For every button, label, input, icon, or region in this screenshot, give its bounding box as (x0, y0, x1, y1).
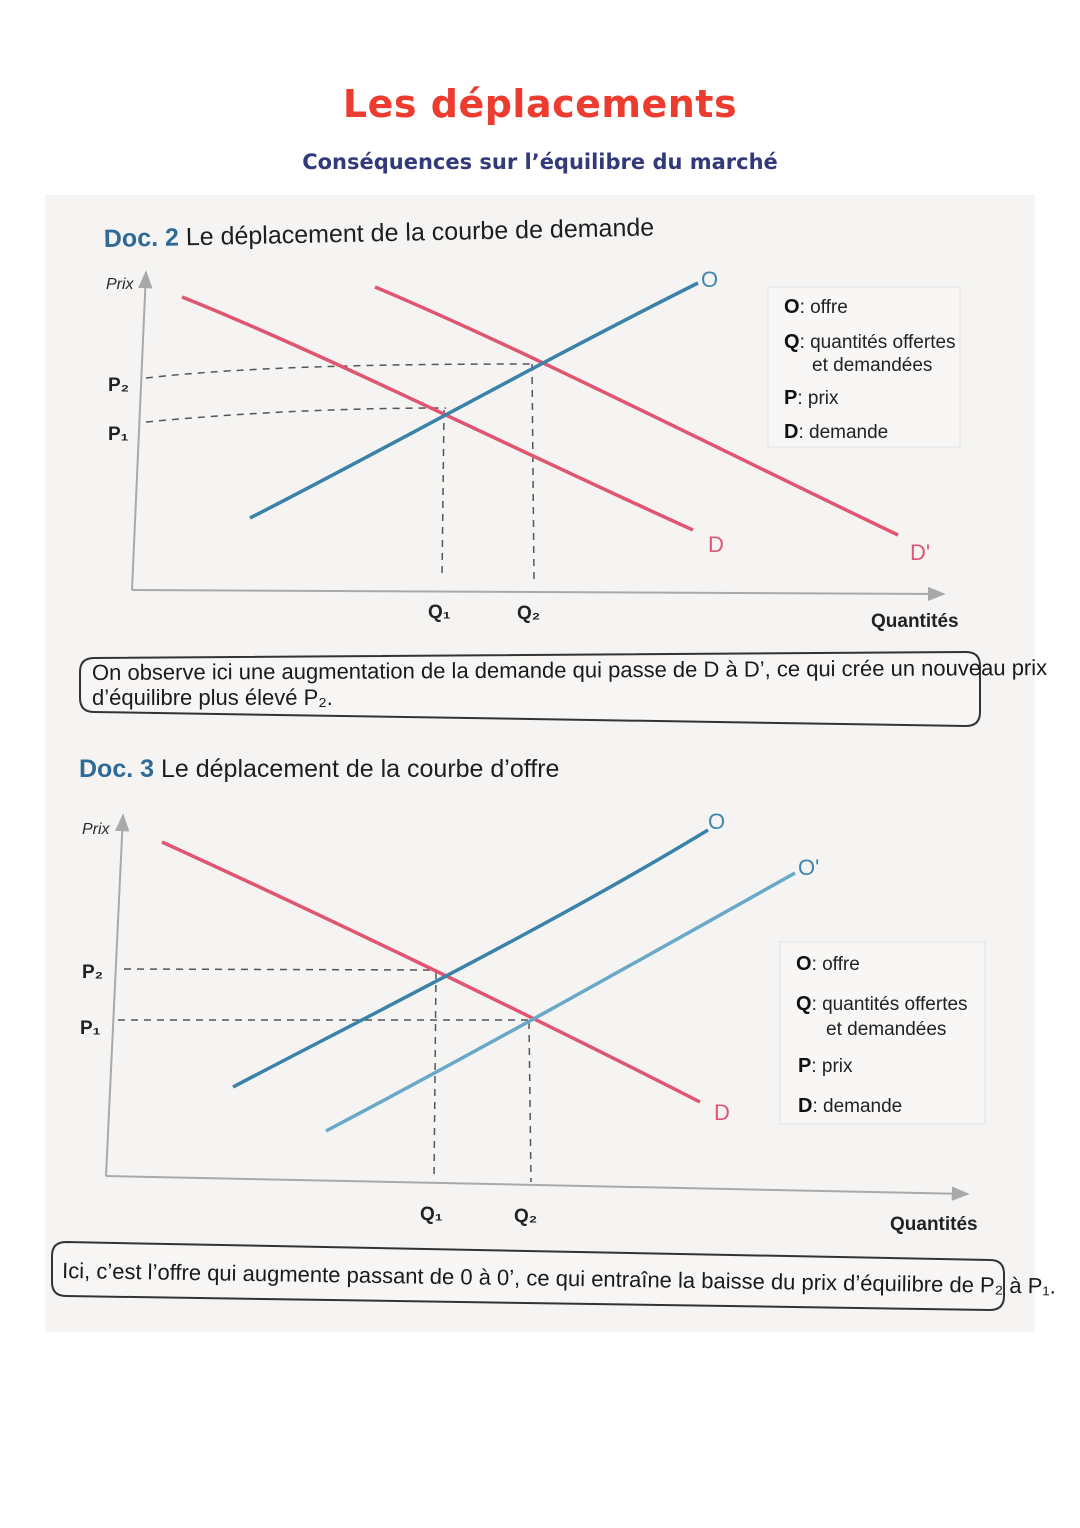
svg-text:d’équilibre plus élevé P₂.: d’équilibre plus élevé P₂. (92, 685, 333, 710)
svg-text:P: prix: P: prix (784, 387, 839, 409)
doc2-x-axis (132, 590, 944, 594)
svg-text:et demandées: et demandées (812, 355, 933, 376)
doc2-supply-curve-o (250, 283, 698, 518)
doc3-tick-q2: Q₂ (514, 1206, 538, 1227)
doc3-x-axis-label: Quantités (890, 1214, 978, 1235)
doc3-tick-q1: Q₁ (420, 1204, 443, 1225)
doc2-tick-p2: P₂ (108, 375, 130, 396)
svg-text:Q: quantités offertes: Q: quantités offertes (796, 993, 968, 1015)
page-subtitle: Conséquences sur l’équilibre du marché (302, 150, 778, 174)
doc2-label-d: D (708, 532, 724, 557)
svg-text:O: offre: O: offre (796, 953, 860, 975)
svg-text:D: demande: D: demande (798, 1095, 903, 1117)
doc3-tick-p2: P₂ (82, 962, 104, 983)
doc2-x-axis-label: Quantités (871, 611, 959, 632)
doc3-legend (780, 942, 985, 1124)
doc2-q1-guide (442, 410, 444, 578)
doc2-y-axis-label: Prix (106, 276, 134, 293)
svg-text:O: offre: O: offre (784, 296, 848, 318)
doc3-heading: Doc. 3 Le déplacement de la courbe d’offre (79, 755, 560, 783)
doc2-demand-curve-d (182, 297, 693, 530)
doc3-q2-guide (529, 1022, 531, 1182)
doc2-y-axis (132, 272, 146, 590)
doc3-x-axis (106, 1176, 968, 1194)
doc3-label-o: O (708, 809, 726, 834)
doc3-label-d: D (714, 1100, 730, 1125)
svg-text:et demandées: et demandées (826, 1019, 947, 1040)
svg-text:P: prix: P: prix (798, 1055, 853, 1077)
doc2-tick-p1: P₁ (108, 424, 129, 445)
doc2-q2-guide (532, 364, 534, 580)
doc2-note (80, 652, 1047, 726)
doc2-label-d-prime: D' (910, 540, 931, 565)
doc3-p2-guide (124, 969, 434, 970)
doc3-note (52, 1242, 1056, 1310)
svg-text:Q: quantités offertes: Q: quantités offertes (784, 331, 956, 353)
doc2-label-o: O (701, 267, 719, 292)
doc3-y-axis (106, 815, 123, 1176)
doc3-q1-guide (434, 972, 436, 1180)
doc3-tick-p1: P₁ (80, 1018, 101, 1039)
doc2-tick-q1: Q₁ (428, 602, 451, 623)
doc2-heading: Doc. 2 Le déplacement de la courbe de demande (103, 213, 655, 253)
svg-text:Ici, c’est l’offre qui augment: Ici, c’est l’offre qui augmente passant de 0 à 0’, ce qui entraîne la baisse du prix d’équilibre de P₂ à P₁. (61, 1258, 1057, 1299)
svg-text:On observe ici une augmentatio: On observe ici une augmentation de la demande qui passe de D à D’, ce qui crée un nouveau prix (91, 654, 1048, 685)
doc2-tick-q2: Q₂ (517, 603, 541, 624)
doc2-legend (768, 287, 960, 447)
doc3 (52, 755, 1056, 1310)
doc3-y-axis-label: Prix (82, 821, 110, 838)
doc3-label-o-prime: O' (798, 855, 820, 880)
page-title: Les déplacements (342, 82, 738, 126)
doc2 (80, 213, 1047, 726)
doc3-supply-curve-o (233, 830, 708, 1087)
doc2-p1-guide (146, 408, 446, 422)
svg-text:D: demande: D: demande (784, 421, 889, 443)
